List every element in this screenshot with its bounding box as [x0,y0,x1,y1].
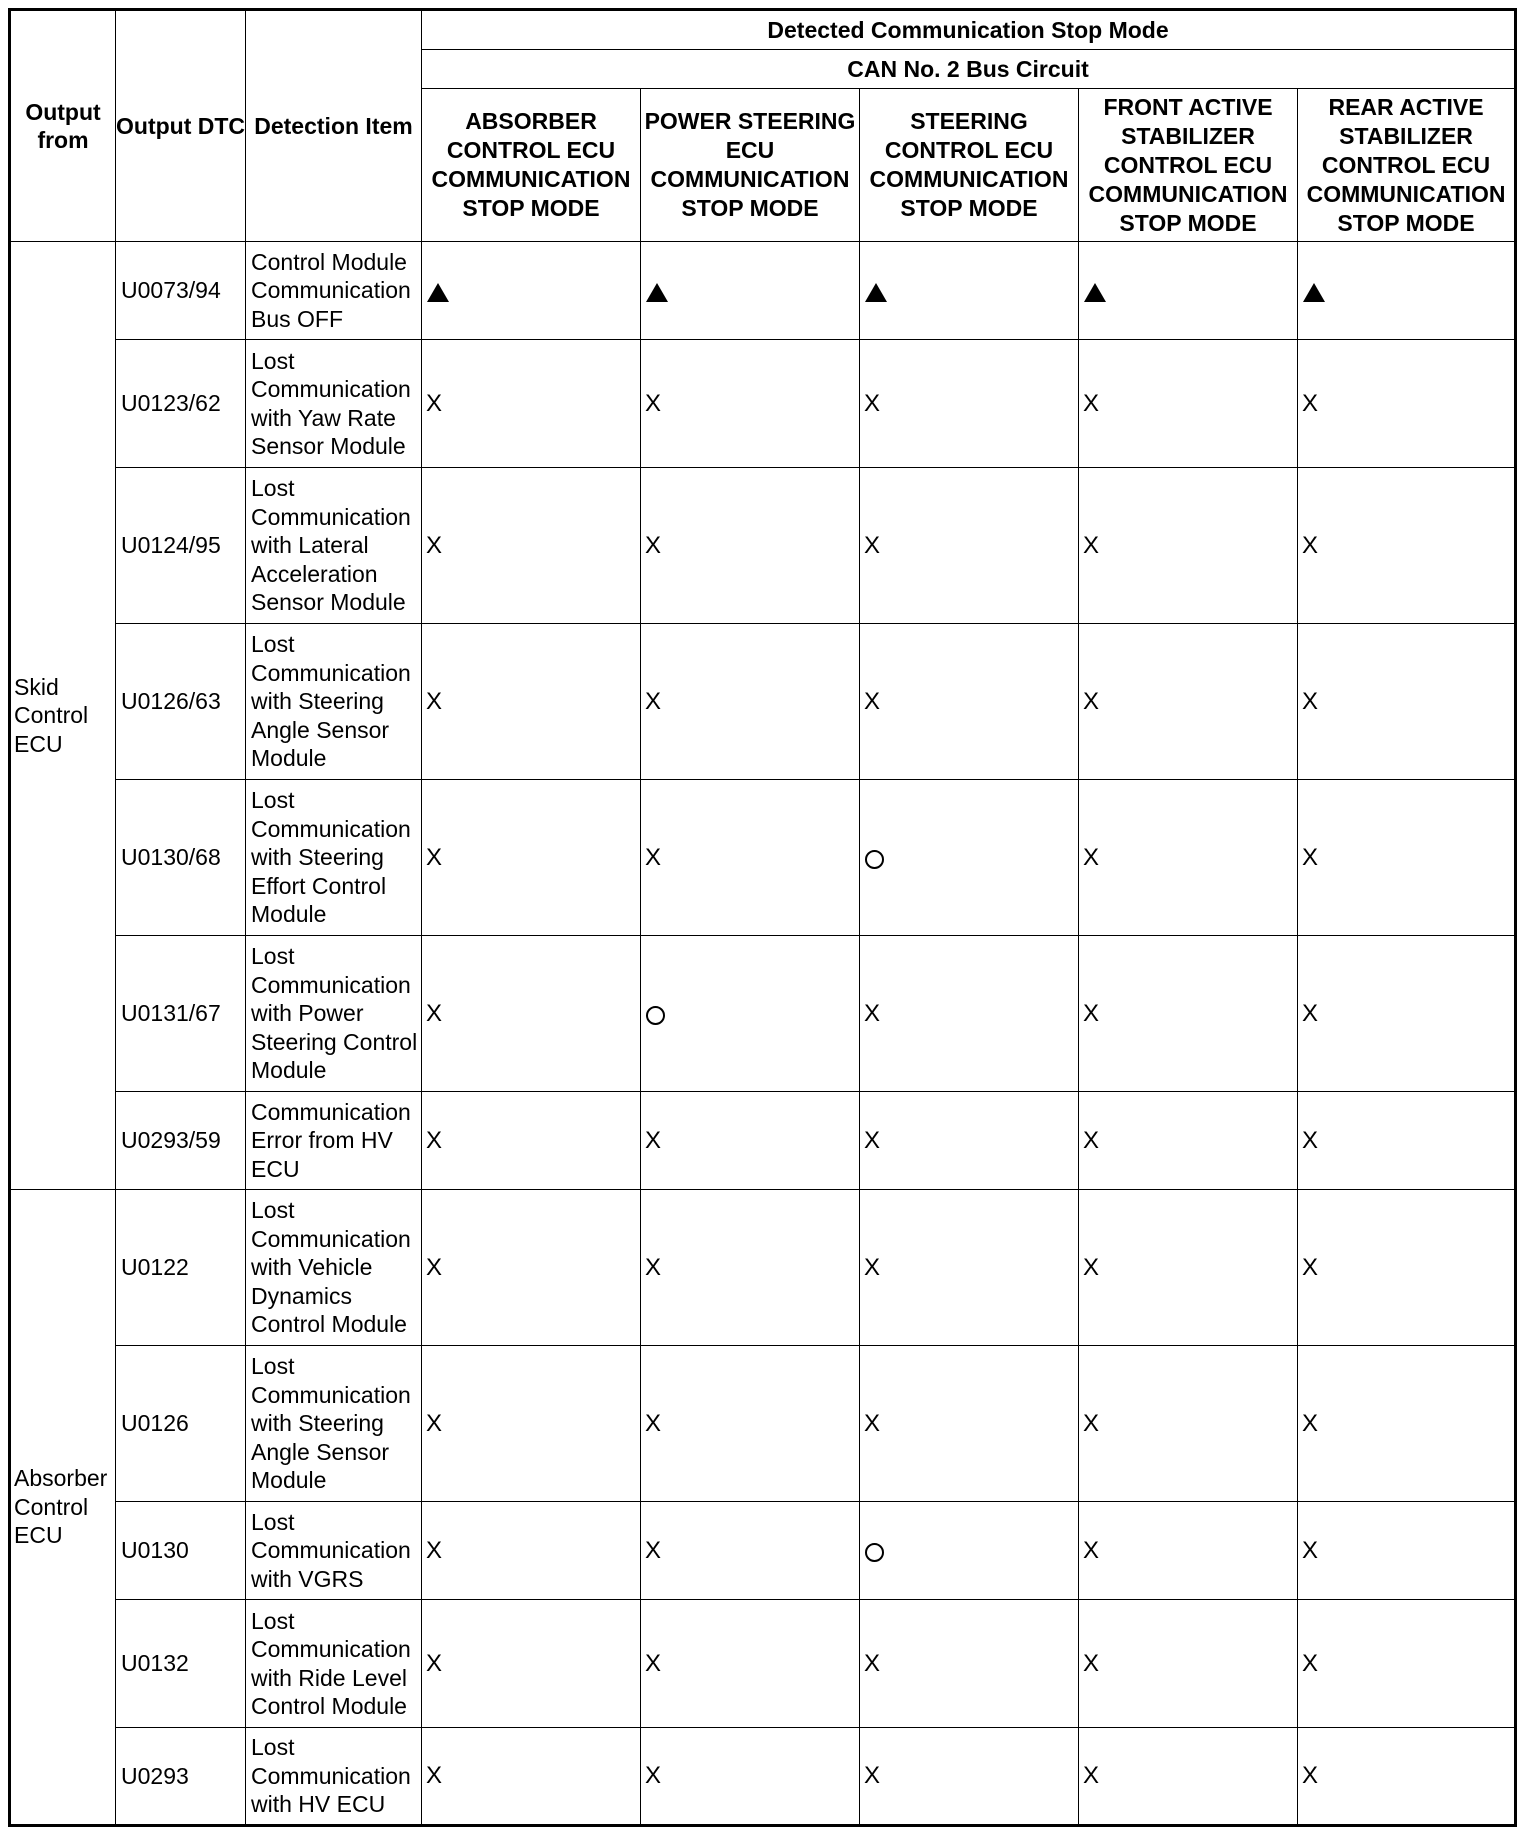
detection-item-text: Lost Communication with Steering Angle Sensor Module [246,1346,422,1502]
detection-item-text: Lost Communication with Steering Effort Control Module [246,780,422,936]
x-mark: X [1083,389,1100,417]
x-mark: X [864,999,881,1027]
x-mark: X [864,1409,881,1437]
header-mode-power-steering: POWER STEERING ECU COMMUNICATION STOP MODE [641,89,860,242]
x-mark: X [1083,687,1100,715]
x-mark: X [864,687,881,715]
mode-cell-steering-control [860,1600,1079,1728]
circle-icon [865,850,884,869]
header-can-bus-circuit: CAN No. 2 Bus Circuit [422,50,1516,89]
x-mark: X [1083,1649,1100,1677]
table-row [10,1092,1516,1190]
x-mark: X [426,1762,443,1790]
triangle-icon [646,283,668,302]
mode-cell-front-stabilizer [1079,1092,1298,1190]
mode-cell-absorber [422,780,641,936]
mode-cell-power-steering [641,1728,860,1826]
header-output-from: Output from [10,10,116,242]
x-mark: X [645,1126,662,1154]
header-detection-item: Detection Item [246,10,422,242]
x-mark: X [1302,1409,1319,1437]
mode-cell-rear-stabilizer [1298,1728,1516,1826]
x-mark: X [426,1253,443,1281]
header-output-dtc: Output DTC [116,10,246,242]
mode-cell-steering-control [860,1190,1079,1346]
mode-cell-rear-stabilizer [1298,936,1516,1092]
x-mark: X [426,1536,443,1564]
x-mark: X [1302,1253,1319,1281]
circle-icon [865,1543,884,1562]
x-mark: X [645,531,662,559]
detection-item-text: Lost Communication with Ride Level Control Module [246,1600,422,1728]
detection-item-text: Lost Communication with Vehicle Dynamics Control Module [246,1190,422,1346]
x-mark: X [645,389,662,417]
mode-cell-steering-control [860,936,1079,1092]
output-dtc-code: U0122 [116,1190,246,1346]
x-mark: X [426,389,443,417]
header-mode-front-stabilizer: FRONT ACTIVE STABILIZER CONTROL ECU COMMUNICATION STOP MODE [1079,89,1298,242]
mode-cell-rear-stabilizer [1298,1346,1516,1502]
mode-cell-front-stabilizer [1079,624,1298,780]
x-mark: X [1302,999,1319,1027]
detection-item-text: Lost Communication with HV ECU [246,1728,422,1826]
mode-cell-rear-stabilizer [1298,242,1516,340]
mode-cell-front-stabilizer [1079,1600,1298,1728]
mode-cell-steering-control [860,624,1079,780]
header-mode-absorber: ABSORBER CONTROL ECU COMMUNICATION STOP MODE [422,89,641,242]
mode-cell-power-steering [641,1346,860,1502]
mode-cell-rear-stabilizer [1298,1092,1516,1190]
triangle-icon [865,283,887,302]
output-dtc-code: U0126/63 [116,624,246,780]
mode-cell-steering-control [860,468,1079,624]
table-row [10,936,1516,1092]
output-dtc-code: U0131/67 [116,936,246,1092]
output-dtc-code: U0124/95 [116,468,246,624]
mode-cell-front-stabilizer [1079,1502,1298,1600]
mode-cell-front-stabilizer [1079,1190,1298,1346]
table-row [10,1502,1516,1600]
x-mark: X [1083,999,1100,1027]
mode-cell-rear-stabilizer [1298,468,1516,624]
mode-cell-absorber [422,468,641,624]
x-mark: X [645,1649,662,1677]
mode-cell-steering-control [860,1502,1079,1600]
x-mark: X [426,999,443,1027]
x-mark: X [1302,1126,1319,1154]
mode-cell-power-steering [641,936,860,1092]
table-row [10,468,1516,624]
output-from-ecu: Skid Control ECU [10,242,116,1190]
table-body [10,242,1516,1826]
mode-cell-front-stabilizer [1079,1728,1298,1826]
detection-item-text: Lost Communication with Steering Angle Sensor Module [246,624,422,780]
circle-icon [646,1006,665,1025]
mode-cell-front-stabilizer [1079,1346,1298,1502]
mode-cell-absorber [422,1346,641,1502]
output-dtc-code: U0293 [116,1728,246,1826]
x-mark: X [1302,531,1319,559]
table-row [10,1346,1516,1502]
mode-cell-rear-stabilizer [1298,624,1516,780]
mode-cell-steering-control [860,780,1079,936]
x-mark: X [1083,1409,1100,1437]
x-mark: X [1083,1253,1100,1281]
mode-cell-steering-control [860,242,1079,340]
x-mark: X [864,389,881,417]
output-dtc-code: U0130/68 [116,780,246,936]
x-mark: X [1083,843,1100,871]
mode-cell-front-stabilizer [1079,780,1298,936]
table-header [10,10,1516,242]
mode-cell-steering-control [860,1346,1079,1502]
header-detected-communication-stop-mode: Detected Communication Stop Mode [422,10,1516,50]
mode-cell-rear-stabilizer [1298,1600,1516,1728]
mode-cell-front-stabilizer [1079,340,1298,468]
output-from-ecu: Absorber Control ECU [10,1190,116,1826]
x-mark: X [426,1649,443,1677]
mode-cell-rear-stabilizer [1298,1190,1516,1346]
mode-cell-steering-control [860,1092,1079,1190]
mode-cell-front-stabilizer [1079,242,1298,340]
mode-cell-power-steering [641,1092,860,1190]
mode-cell-power-steering [641,624,860,780]
mode-cell-power-steering [641,1600,860,1728]
mode-cell-absorber [422,624,641,780]
triangle-icon [1303,283,1325,302]
output-dtc-code: U0130 [116,1502,246,1600]
output-dtc-code: U0126 [116,1346,246,1502]
mode-cell-front-stabilizer [1079,468,1298,624]
x-mark: X [1302,1649,1319,1677]
mode-cell-absorber [422,1600,641,1728]
table-row [10,1190,1516,1346]
table-row [10,340,1516,468]
header-mode-steering-control: STEERING CONTROL ECU COMMUNICATION STOP MODE [860,89,1079,242]
x-mark: X [1302,843,1319,871]
x-mark: X [426,1409,443,1437]
x-mark: X [1302,389,1319,417]
mode-cell-rear-stabilizer [1298,1502,1516,1600]
x-mark: X [426,1126,443,1154]
x-mark: X [864,1253,881,1281]
mode-cell-front-stabilizer [1079,936,1298,1092]
mode-cell-power-steering [641,242,860,340]
dtc-communication-stop-table [8,8,1517,1827]
mode-cell-absorber [422,242,641,340]
mode-cell-power-steering [641,780,860,936]
mode-cell-absorber [422,1728,641,1826]
table-row [10,1600,1516,1728]
x-mark: X [864,531,881,559]
table-row [10,1728,1516,1826]
detection-item-text: Lost Communication with Lateral Acceleration Sensor Module [246,468,422,624]
mode-cell-steering-control [860,1728,1079,1826]
x-mark: X [864,1126,881,1154]
x-mark: X [645,843,662,871]
x-mark: X [645,1409,662,1437]
mode-cell-absorber [422,1190,641,1346]
detection-item-text: Lost Communication with Power Steering Control Module [246,936,422,1092]
x-mark: X [426,687,443,715]
mode-cell-rear-stabilizer [1298,340,1516,468]
x-mark: X [1083,1126,1100,1154]
x-mark: X [645,1253,662,1281]
triangle-icon [427,283,449,302]
detection-item-text: Communication Error from HV ECU [246,1092,422,1190]
mode-cell-rear-stabilizer [1298,780,1516,936]
output-dtc-code: U0123/62 [116,340,246,468]
x-mark: X [645,1762,662,1790]
x-mark: X [1302,1536,1319,1564]
x-mark: X [426,843,443,871]
mode-cell-absorber [422,340,641,468]
output-dtc-code: U0132 [116,1600,246,1728]
x-mark: X [864,1762,881,1790]
x-mark: X [864,1649,881,1677]
x-mark: X [645,1536,662,1564]
mode-cell-absorber [422,1092,641,1190]
mode-cell-steering-control [860,340,1079,468]
detection-item-text: Lost Communication with VGRS [246,1502,422,1600]
table-row [10,624,1516,780]
x-mark: X [1083,1536,1100,1564]
table-row [10,780,1516,936]
x-mark: X [1302,687,1319,715]
mode-cell-power-steering [641,1190,860,1346]
detection-item-text: Lost Communication with Yaw Rate Sensor Module [246,340,422,468]
mode-cell-power-steering [641,468,860,624]
output-dtc-code: U0293/59 [116,1092,246,1190]
mode-cell-power-steering [641,340,860,468]
header-mode-rear-stabilizer: REAR ACTIVE STABILIZER CONTROL ECU COMMUNICATION STOP MODE [1298,89,1516,242]
x-mark: X [645,687,662,715]
mode-cell-absorber [422,936,641,1092]
x-mark: X [1083,531,1100,559]
x-mark: X [426,531,443,559]
detection-item-text: Control Module Communication Bus OFF [246,242,422,340]
mode-cell-power-steering [641,1502,860,1600]
mode-cell-absorber [422,1502,641,1600]
x-mark: X [1083,1762,1100,1790]
output-dtc-code: U0073/94 [116,242,246,340]
triangle-icon [1084,283,1106,302]
x-mark: X [1302,1762,1319,1790]
table-row [10,242,1516,340]
